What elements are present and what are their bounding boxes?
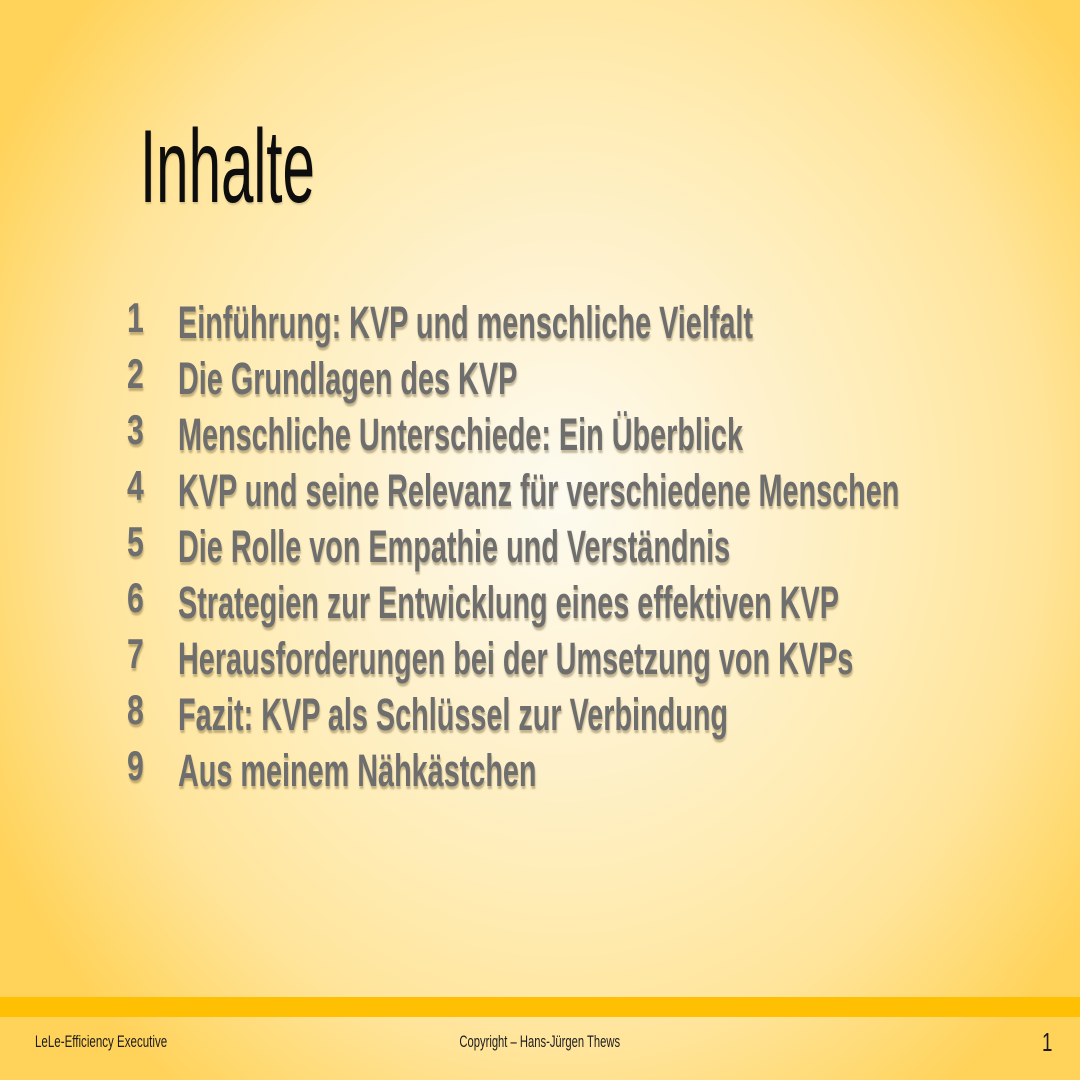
toc-item <box>0 687 1080 743</box>
toc-item-number: 3 <box>127 406 144 453</box>
toc-item-number: 1 <box>127 294 144 341</box>
page-title: Inhalte <box>140 109 315 225</box>
toc-item-label: Herausforderungen bei der Umsetzung von KVPs <box>178 633 854 684</box>
toc-item-number: 5 <box>127 518 144 565</box>
footer-copyright-label: Copyright – Hans-Jürgen Thews <box>459 1032 621 1051</box>
toc-item-number: 4 <box>127 462 144 509</box>
toc-item-label: Menschliche Unterschiede: Ein Überblick <box>178 409 743 460</box>
toc-item <box>0 407 1080 463</box>
toc-item-label: KVP und seine Relevanz für verschiedene Menschen <box>178 465 900 516</box>
toc-item <box>0 351 1080 407</box>
toc-item <box>0 743 1080 799</box>
footer-company-label: LeLe-Efficiency Executive <box>35 1032 168 1051</box>
toc-item <box>0 631 1080 687</box>
toc-item <box>0 519 1080 575</box>
page-number: 1 <box>1041 1027 1052 1057</box>
toc-item-label: Die Rolle von Empathie und Verständnis <box>178 521 731 572</box>
toc-item <box>0 295 1080 351</box>
accent-divider-bar <box>0 997 1080 1017</box>
toc-item-number: 2 <box>127 350 144 397</box>
toc-item <box>0 463 1080 519</box>
toc-item-number: 9 <box>127 742 144 789</box>
toc-item-number: 7 <box>127 630 144 677</box>
toc-item <box>0 575 1080 631</box>
toc-item-number: 8 <box>127 686 144 733</box>
toc-item-label: Aus meinem Nähkästchen <box>178 745 537 796</box>
toc-item-label: Einführung: KVP und menschliche Vielfalt <box>178 297 754 348</box>
footer-copyright <box>0 1032 1080 1052</box>
toc-item-label: Strategien zur Entwicklung eines effektiven KVP <box>178 577 839 628</box>
table-of-contents <box>0 295 1080 805</box>
toc-item-label: Die Grundlagen des KVP <box>178 353 518 404</box>
toc-item-number: 6 <box>127 574 144 621</box>
toc-item-label: Fazit: KVP als Schlüssel zur Verbindung <box>178 689 728 740</box>
